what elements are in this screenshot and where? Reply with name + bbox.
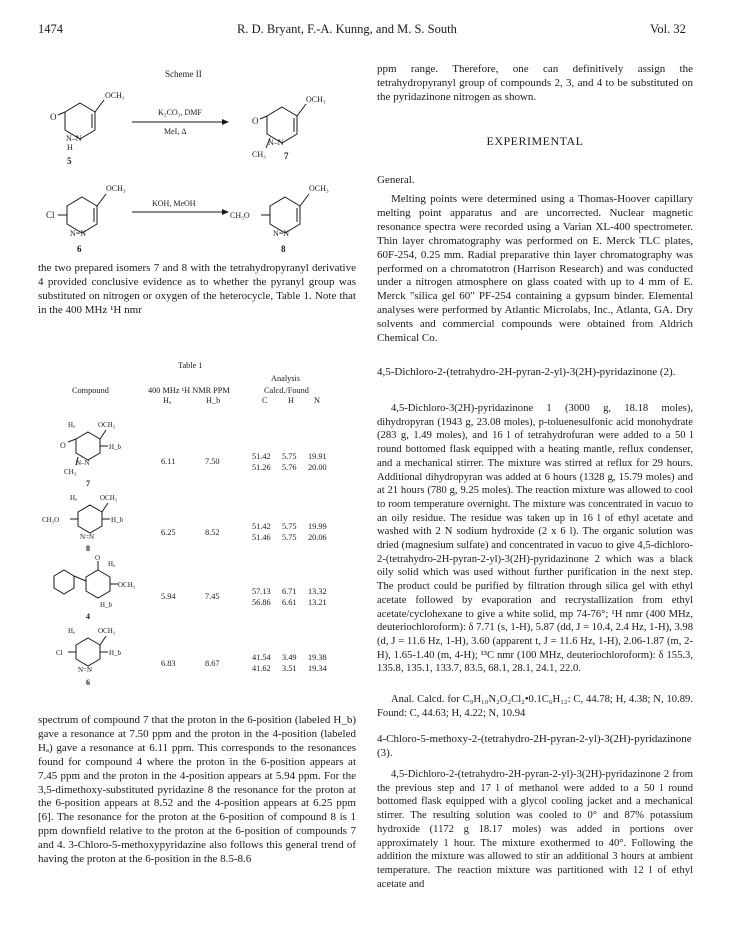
r8-calc-c: 51.42 (252, 522, 271, 531)
right-para-top: ppm range. Therefore, one can definitively assign the tetrahydropyranyl group of compounds 2, 3, and 4 to be substituted on the pyridazinone nitrogen as shown. (377, 63, 693, 103)
r4-found-n: 13.21 (308, 598, 327, 607)
analysis-para: Anal. Calcd. for C₉H₁₀N₂O₂Cl₂•0.1C₆H₁₂: C, 44.78; H, 4.38; N, 10.89. Found: C, 44.63; H, 4.22; N, 10.94 (377, 694, 693, 719)
tbl-structure-8 (70, 503, 110, 533)
r7-hb: 7.50 (205, 457, 220, 466)
r7-calc-n: 19.91 (308, 452, 327, 461)
compound-3-heading: 4-Chloro-5-methoxy-2-(tetrahydro-2H-pyran-2-yl)-3(2H)-pyridazinone (3). (377, 733, 692, 759)
r8-ha: 6.25 (161, 528, 176, 537)
t4-o: O (95, 554, 101, 562)
th-compound: Compound (72, 386, 109, 395)
t8-ch3o: CH₃O (42, 516, 60, 524)
arrow-row2-head (222, 209, 229, 215)
s7-nn: N–N (268, 138, 284, 147)
s5-nn: N–N (66, 134, 82, 143)
label-7: 7 (284, 151, 289, 161)
r6-calc-n: 19.38 (308, 653, 327, 662)
r4-calc-n: 13.32 (308, 587, 327, 596)
r7-calc-h: 5.75 (282, 452, 297, 461)
scheme-title: Scheme II (165, 69, 202, 79)
r7-found-h: 5.76 (282, 463, 297, 472)
th-n: N (314, 396, 320, 405)
section-experimental: EXPERIMENTAL (486, 134, 584, 148)
s6-cl: Cl (46, 210, 55, 220)
r6-found-c: 41.62 (252, 664, 271, 673)
r6-ha: 6.83 (161, 659, 176, 668)
r8-hb: 8.52 (205, 528, 220, 537)
structure-8 (261, 194, 309, 233)
page-number: 1474 (38, 22, 63, 36)
r4-found-c: 56.86 (252, 598, 271, 607)
t8-hb: H_b (111, 516, 124, 524)
s6-neqn: N=N (70, 229, 87, 238)
t4-hb: H_b (100, 601, 113, 609)
t6-neqn: N=N (78, 666, 93, 674)
table-title: Table 1 (178, 361, 203, 370)
th-nmr: 400 MHz ¹H NMR PPM (148, 386, 230, 395)
th-hb: H_b (206, 396, 221, 405)
s5-o: O (50, 112, 57, 122)
table-structures (38, 410, 148, 690)
s8-och3: OCH₃ (309, 184, 329, 193)
t4-och3: OCH₃ (118, 581, 136, 589)
t7-ch3: CH₃ (64, 468, 77, 476)
r6-found-h: 3.51 (282, 664, 297, 673)
reagent-koh: KOH, MeOH (152, 199, 196, 208)
t-label-8: 8 (86, 544, 90, 553)
t7-o: O (60, 441, 66, 450)
s8-neqn: N=N (273, 229, 290, 238)
r6-found-n: 19.34 (308, 664, 327, 673)
left-para-2: spectrum of compound 7 that the proton in the 6-position (labeled H_b) gave a resonance at 7.50 ppm and the proton in the 4-position (labeled Hₐ) gave a resonance at 6.11 ppm. This corresponds to the resonances found for compound 4 where the proton in the 6-position appears at 7.45 ppm and the proton in the 4-position appears at 5.94 ppm. For the 3,5-dimethoxy-substituted pyridazine 8 the resonance for the proton at the 6-position appears at 8.52 and the 4-position appears at 6.25 ppm [6]. The resonance for the proton at the 6-position of compound 8 is 1 ppm downfield relative to the proton at the 6-position of compounds 7 and 4. 3-Chloro-5-methoxypyridazine also follows this general trend of having the proton at the 6-position in the 8.5-8.6 (38, 714, 356, 866)
t7-ha: Hₐ (68, 421, 75, 429)
reagent-k2co3: K₂CO₃, DMF (158, 108, 202, 117)
scheme-ii (40, 60, 360, 260)
t6-cl: Cl (56, 649, 63, 657)
t7-nn: N–N (76, 459, 90, 467)
compound-2-para: 4,5-Dichloro-3(2H)-pyridazinone 1 (3000 g, 18.18 moles), dihydropyran (1943 g, 23.08 moles), p-toluenesulfonic acid monohydrate (283 g, 1.49 moles), and 16 l of tetrahydrofuran were added to a 50 l round bottomed flask equipped with a heating mantle, reflux condenser, and a mechanical stirrer. The mixture was stirred at reflux for 29 hours. Additional dihydropyran was added at 6 hours (1328 g, 15.79 moles) and at 21 hours (780 g, 9.25 moles). The reaction mixture was allowed to cool to room temperature overnight. The mixture was concentrated in vacuo to an oily residue. The residue was taken up in 16 l of ethyl acetate and washed with 2 N sodium hydroxide (2 x 6 l). The organic solution was dried (magnesium sulfate) and concentrated in vacuo to give 4,5-dichloro-2-(tetrahydro-2H-pyran-2-yl)-3(2H)-pyridazinone 2 which was a black oily solid which was used without further purification in the next step. The product could be purified by filtration through silica gel with ethyl acetate followed by evaporation and recrystallization from ethyl acetate/cyclohexane to give a white solid, mp 74-76°; ¹H nmr (400 MHz, deuteriochloroform): δ 7.71 (s, 1-H), 5.87 (dd, J = 10.4, 2.4 Hz, 1-H), 3.98 (d, J = 11.6 Hz, 1-H), 3.60 (apparent t, J = 11.6 Hz, 1-H), 2.06-1.87 (m, 2-H), 1.65-1.40 (m, 4-H); ¹³C nmr (100 MHz, deuteriochloroform): δ 155.3, 135.8, 135.1, 133.7, 83.5, 68.1, 28.1, 24.1, 22.0. (377, 403, 693, 675)
t8-och3: OCH₃ (100, 494, 118, 502)
tbl-structure-6 (68, 636, 108, 666)
t6-hb: H_b (109, 649, 122, 657)
r6-calc-h: 3.49 (282, 653, 297, 662)
t8-neqn: N=N (80, 533, 95, 541)
general-heading: General. (377, 174, 415, 186)
r8-found-h: 5.75 (282, 533, 297, 542)
t-label-7: 7 (86, 479, 90, 488)
r7-found-c: 51.26 (252, 463, 271, 472)
s8-ch3o: CH₃O (230, 211, 250, 220)
compound-3-para: 4,5-Dichloro-2-(tetrahydro-2H-pyran-2-yl)-3(2H)-pyridazinone 2 from the previous step and 17 l of methanol were added to a 50 l round bottomed flask equipped with a glycol cooling jacket and a mechanical stirrer. The resulting solution was cooled to 0° and 87% potassium hydroxide (1172 g 18.17 moles) was added in portions over approximately 1 hour. The mixture exothermed to 40°. Following the addition the mixture was allowed to stir an additional 3 hours at ambient temperature. The reaction mixture was partitioned with 12 l of ethyl acetate and (377, 769, 693, 890)
r8-calc-h: 5.75 (282, 522, 297, 531)
structure-6 (58, 194, 106, 233)
r8-found-n: 20.06 (308, 533, 327, 542)
s7-ch3: CH₃ (252, 150, 266, 159)
reagent-mei: MeI, Δ (164, 127, 187, 136)
t7-och3: OCH₃ (98, 421, 116, 429)
r4-calc-h: 6.71 (282, 587, 297, 596)
volume-label: Vol. 32 (650, 22, 686, 36)
general-para: Melting points were determined using a Thomas-Hoover capillary melting point apparatus and are uncorrected. Nuclear magnetic resonance spectra were recorded using a Varian XL-400 spectrometer. Thin layer chromatography was performed on E. Merck TLC plates, 60F-254, 0.25 mm. Radial preparative thin layer chromatography was performed on a chromatotron (Harrison Research) and was conducted under a nitrogen atmosphere on glass coated with up to 4 mm of E. Merck "silica gel 60" PF-254 containing a gypsum binder. Elemental analyses were performed by Atlantic Microlabs, Inc., Atlanta, GA. Dry solvents and commercial compounds were obtained from Aldrich Chemical Co. (377, 193, 693, 345)
th-calcd: Calcd./Found (264, 386, 309, 395)
s7-och3: OCH₃ (306, 95, 326, 104)
s6-och3: OCH₃ (106, 184, 126, 193)
r6-calc-c: 41.54 (252, 653, 271, 662)
r7-calc-c: 51.42 (252, 452, 271, 461)
th-ha: Hₐ (163, 396, 172, 405)
r4-found-h: 6.61 (282, 598, 297, 607)
t6-ha: Hₐ (68, 627, 75, 635)
running-authors: R. D. Bryant, F.-A. Kunng, and M. S. South (237, 22, 457, 36)
label-5: 5 (67, 156, 72, 166)
r7-ha: 6.11 (161, 457, 176, 466)
arrow-row1-head (222, 119, 229, 125)
label-8: 8 (281, 244, 286, 254)
r8-found-c: 51.46 (252, 533, 271, 542)
scheme-svg (40, 60, 360, 260)
t6-och3: OCH₃ (98, 627, 116, 635)
t4-ha: Hₐ (108, 560, 115, 568)
compound-2-heading: 4,5-Dichloro-2-(tetrahydro-2H-pyran-2-yl)-3(2H)-pyridazinone (2). (377, 366, 676, 378)
r7-found-n: 20.00 (308, 463, 327, 472)
s5-h: H (67, 143, 73, 152)
r4-ha: 5.94 (161, 592, 176, 601)
table-1 (38, 355, 358, 690)
r8-calc-n: 19.99 (308, 522, 327, 531)
t-label-6: 6 (86, 678, 90, 687)
s5-och3: OCH₃ (105, 91, 125, 100)
th-h: H (288, 396, 294, 405)
th-c: C (262, 396, 268, 405)
s7-o: O (252, 116, 259, 126)
t7-hb: H_b (109, 443, 122, 451)
r4-hb: 7.45 (205, 592, 220, 601)
r4-calc-c: 57.13 (252, 587, 271, 596)
t8-ha: Hₐ (70, 494, 77, 502)
label-6: 6 (77, 244, 82, 254)
r6-hb: 8.67 (205, 659, 220, 668)
t-label-4: 4 (86, 612, 90, 621)
left-para-1: the two prepared isomers 7 and 8 with the tetrahydropyranyl derivative 4 provided conclusive evidence as to whether the pyranyl group was substituted on nitrogen or oxygen of the heterocycle, Table 1. Note that in the 400 MHz ¹H nmr (38, 262, 356, 316)
th-analysis: Analysis (271, 374, 301, 383)
